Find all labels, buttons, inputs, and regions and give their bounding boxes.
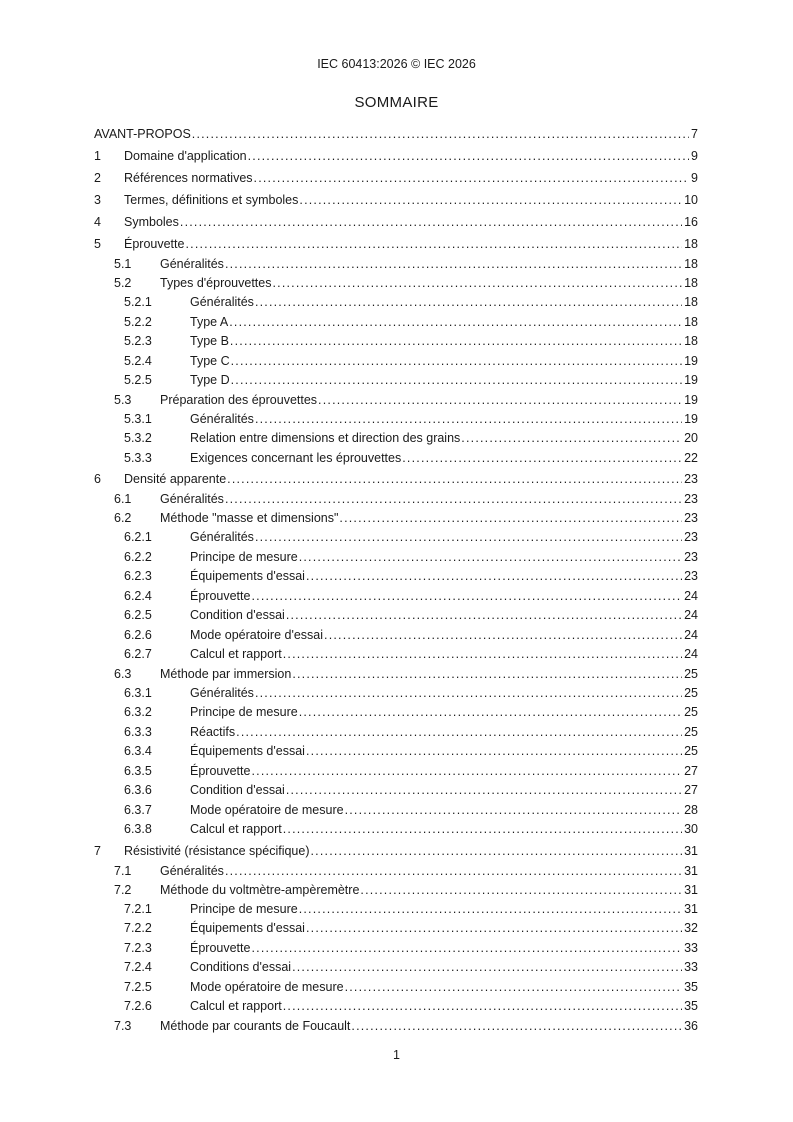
toc-leader-dots [345,803,683,818]
toc-leader-dots [299,705,682,720]
toc-entry-number: 6.1 [114,492,132,506]
toc-entry-page: 23 [684,530,698,544]
toc-entry-number: 1 [94,149,101,163]
toc-entry[interactable] [94,608,698,628]
toc-leader-dots [225,864,682,879]
toc-entry[interactable] [94,169,698,191]
toc-entry-number: 5.2.5 [124,373,152,387]
toc-leader-dots [231,354,682,369]
toc-entry-page: 18 [684,334,698,348]
toc-entry-label: Réactifs [190,724,236,739]
toc-leader-dots [254,171,690,186]
toc-entry-page: 23 [684,511,698,525]
toc-entry-label: Calcul et rapport [190,647,282,661]
toc-leader-dots [286,608,682,623]
toc-entry[interactable] [94,295,698,315]
toc-entry-label: Méthode "masse et dimensions" [160,511,339,525]
toc-entry-label: Symboles [124,215,179,229]
toc-entry[interactable] [94,393,698,412]
toc-entry-label: Mode opératoire de mesure [190,979,344,994]
toc-entry-number: 6.3.6 [124,783,152,797]
toc-entry-number: 5.2.2 [124,314,152,329]
toc-entry-page: 24 [684,588,698,603]
toc-entry-number: 7.2.6 [124,999,152,1013]
toc-entry[interactable] [94,686,698,706]
toc-entry-number: 6.2 [114,511,132,525]
toc-leader-dots [283,647,682,662]
toc-leader-dots [345,980,683,995]
toc-leader-dots [292,960,682,975]
toc-entry-label: Mode opératoire d'essai [190,627,324,642]
toc-entry-label: Calcul et rapport [190,999,282,1013]
table-of-contents [94,125,698,1038]
toc-entry-label: Équipements d'essai [190,569,305,583]
toc-entry-page: 19 [684,411,698,426]
toc-entry-page: 24 [684,627,698,642]
toc-entry-number: 6.3.8 [124,822,152,836]
toc-entry-page: 33 [684,960,698,974]
toc-entry-label: Condition d'essai [190,608,285,622]
toc-entry-label: Relation entre dimensions et direction des grains [190,431,461,445]
toc-entry-page: 31 [684,901,698,916]
toc-entry-page: 25 [684,724,698,739]
toc-entry-label: Équipements d'essai [190,744,305,758]
toc-entry-label: Type D [190,373,230,387]
toc-entry-label: Condition d'essai [190,783,285,797]
toc-entry[interactable] [94,803,698,823]
toc-entry-number: 6.2.6 [124,627,152,642]
toc-entry[interactable] [94,235,698,257]
toc-entry[interactable] [94,451,698,471]
toc-entry-label: Généralités [190,530,254,544]
toc-entry[interactable] [94,628,698,648]
toc-entry[interactable] [94,960,698,980]
toc-entry[interactable] [94,883,698,902]
toc-entry-page: 18 [684,276,698,290]
toc-entry-number: 7.3 [114,1018,132,1033]
toc-leader-dots [283,999,682,1014]
toc-entry-label: Généralités [190,411,254,426]
toc-leader-dots [351,1019,682,1034]
toc-entry-page: 22 [684,450,698,465]
toc-entry[interactable] [94,147,698,169]
toc-entry-number: 7 [94,843,101,858]
toc-entry-number: 3 [94,193,101,207]
toc-entry-page: 19 [684,392,698,407]
toc-entry[interactable] [94,647,698,667]
toc-entry-page: 25 [684,666,698,681]
toc-entry-number: 4 [94,215,101,229]
toc-entry[interactable] [94,125,698,147]
toc-entry-label: Généralités [160,863,224,878]
toc-entry-label: Type C [190,353,230,368]
toc-entry-number: 6.2.7 [124,647,152,661]
toc-entry[interactable] [94,569,698,589]
toc-entry-page: 23 [684,492,698,506]
toc-leader-dots [299,902,682,917]
toc-leader-dots [306,921,682,936]
toc-entry-number: 6.2.3 [124,569,152,583]
toc-leader-dots [185,237,682,252]
toc-entry-page: 36 [684,1018,698,1033]
toc-leader-dots [299,193,682,208]
toc-entry-page: 31 [684,863,698,878]
toc-leader-dots [255,412,682,427]
toc-entry-page: 25 [684,744,698,758]
toc-entry[interactable] [94,783,698,803]
toc-entry-number: 7.2 [114,882,132,897]
toc-entry-number: 6.3.3 [124,724,152,739]
toc-entry-page: 23 [684,549,698,564]
toc-entry-label: Méthode par courants de Foucault [160,1018,351,1033]
toc-entry-page: 27 [684,783,698,797]
toc-leader-dots [225,492,682,507]
toc-entry-page: 18 [684,314,698,329]
toc-leader-dots [306,744,682,759]
toc-entry[interactable] [94,257,698,276]
toc-entry-page: 25 [684,685,698,700]
toc-entry-page: 28 [684,802,698,817]
toc-leader-dots [286,783,682,798]
toc-leader-dots [192,127,689,142]
toc-entry[interactable] [94,902,698,922]
toc-entry[interactable] [94,764,698,784]
toc-entry-label: Préparation des éprouvettes [160,392,318,407]
toc-entry-number: 6.2.1 [124,530,152,544]
toc-entry-page: 7 [691,127,698,141]
toc-entry-page: 25 [684,705,698,719]
toc-leader-dots [230,334,682,349]
toc-entry[interactable] [94,530,698,550]
toc-entry-label: Principe de mesure [190,549,298,564]
toc-entry-number: 6.2.4 [124,588,152,603]
toc-entry-number: 5.2.1 [124,295,152,309]
toc-entry-label: AVANT-PROPOS [94,127,191,141]
page-title: SOMMAIRE [354,94,439,111]
toc-leader-dots [255,530,682,545]
page-header: IEC 60413:2026 © IEC 2026 [317,57,476,71]
toc-entry-page: 18 [684,295,698,309]
toc-entry-number: 7.2.3 [124,940,152,955]
toc-entry-number: 5.2 [114,276,132,290]
toc-entry-number: 7.2.4 [124,960,152,974]
toc-entry[interactable] [94,864,698,883]
toc-entry-label: Types d'éprouvettes [160,276,272,290]
toc-entry-label: Éprouvette [124,237,185,251]
toc-entry[interactable] [94,589,698,609]
toc-leader-dots [283,822,682,837]
toc-entry-label: Généralités [190,685,254,700]
toc-entry-number: 6.2.5 [124,608,152,622]
toc-entry-label: Équipements d'essai [190,921,305,935]
toc-leader-dots [461,431,682,446]
toc-leader-dots [231,373,682,388]
page-number: 1 [393,1048,400,1062]
toc-entry-number: 5.3.3 [124,450,152,465]
toc-entry-label: Éprouvette [190,940,251,955]
toc-entry-label: Résistivité (résistance spécifique) [124,843,310,858]
toc-entry-label: Éprouvette [190,588,251,603]
toc-leader-dots [255,295,682,310]
toc-entry-label: Principe de mesure [190,705,298,719]
toc-entry-number: 5.3.1 [124,411,152,426]
toc-entry-number: 7.1 [114,863,132,878]
toc-entry-number: 7.2.1 [124,901,152,916]
toc-leader-dots [324,628,682,643]
toc-leader-dots [236,725,682,740]
toc-entry[interactable] [94,980,698,1000]
toc-entry[interactable] [94,822,698,842]
toc-entry-page: 31 [684,843,698,858]
toc-entry-page: 35 [684,999,698,1013]
toc-leader-dots [292,667,682,682]
toc-entry-number: 2 [94,171,101,185]
toc-entry-number: 6.3 [114,666,132,681]
toc-entry-page: 24 [684,647,698,661]
toc-entry-page: 27 [684,763,698,778]
toc-entry[interactable] [94,1019,698,1038]
toc-entry-page: 9 [691,171,698,185]
toc-entry-number: 6.2.2 [124,549,152,564]
toc-entry-number: 5.1 [114,257,132,271]
toc-leader-dots [251,764,682,779]
toc-entry-label: Généralités [190,295,254,309]
toc-entry-page: 19 [684,373,698,387]
toc-leader-dots [225,257,682,272]
toc-entry[interactable] [94,470,698,492]
toc-entry-page: 18 [684,257,698,271]
toc-entry-number: 5 [94,237,101,251]
toc-leader-dots [229,315,682,330]
toc-entry-page: 33 [684,940,698,955]
toc-entry-number: 6.3.4 [124,744,152,758]
toc-entry[interactable] [94,550,698,570]
toc-entry[interactable] [94,511,698,530]
toc-leader-dots [318,393,682,408]
toc-entry-page: 24 [684,608,698,622]
toc-entry-number: 6.3.1 [124,685,152,700]
toc-entry-number: 6.3.2 [124,705,152,719]
toc-entry-label: Domaine d'application [124,149,247,163]
toc-entry-page: 18 [684,237,698,251]
toc-entry[interactable] [94,921,698,941]
toc-entry-page: 32 [684,921,698,935]
toc-entry-page: 23 [684,472,698,486]
toc-entry[interactable] [94,999,698,1019]
toc-entry[interactable] [94,412,698,432]
toc-entry-number: 5.3 [114,392,132,407]
toc-leader-dots [360,883,682,898]
toc-entry[interactable] [94,373,698,393]
toc-entry[interactable] [94,213,698,235]
toc-entry-label: Type B [190,334,229,348]
toc-leader-dots [251,589,682,604]
toc-entry[interactable] [94,842,698,864]
toc-entry-page: 30 [684,822,698,836]
toc-entry[interactable] [94,744,698,764]
toc-entry[interactable] [94,431,698,451]
toc-entry-page: 16 [684,215,698,229]
toc-entry[interactable] [94,334,698,354]
toc-entry[interactable] [94,667,698,686]
toc-leader-dots [339,511,682,526]
toc-entry-label: Conditions d'essai [190,960,292,974]
toc-entry-label: Mode opératoire de mesure [190,802,344,817]
toc-entry[interactable] [94,315,698,335]
toc-entry-label: Généralités [160,257,224,271]
toc-entry-label: Références normatives [124,171,253,185]
toc-entry-number: 5.3.2 [124,431,152,445]
toc-entry[interactable] [94,941,698,961]
toc-entry-label: Termes, définitions et symboles [124,193,299,207]
toc-entry-number: 5.2.4 [124,353,152,368]
toc-entry[interactable] [94,191,698,213]
toc-entry-label: Calcul et rapport [190,822,282,836]
toc-entry-label: Méthode du voltmètre-ampèremètre [160,882,360,897]
toc-entry-page: 10 [684,193,698,207]
toc-entry[interactable] [94,705,698,725]
toc-leader-dots [180,215,682,230]
toc-entry-number: 6 [94,472,101,486]
toc-entry-label: Méthode par immersion [160,666,292,681]
toc-entry-number: 5.2.3 [124,334,152,348]
toc-leader-dots [248,149,689,164]
toc-entry-label: Densité apparente [124,472,227,486]
toc-entry-number: 7.2.5 [124,979,152,994]
toc-entry-page: 9 [691,149,698,163]
toc-leader-dots [299,550,682,565]
toc-entry-page: 19 [684,353,698,368]
toc-entry-number: 6.3.7 [124,802,152,817]
toc-entry[interactable] [94,276,698,295]
toc-leader-dots [402,451,682,466]
toc-entry[interactable] [94,354,698,374]
toc-leader-dots [311,844,683,859]
toc-entry-page: 20 [684,431,698,445]
toc-entry-label: Exigences concernant les éprouvettes [190,450,402,465]
toc-entry-label: Principe de mesure [190,901,298,916]
toc-leader-dots [255,686,682,701]
toc-entry[interactable] [94,725,698,745]
toc-leader-dots [306,569,682,584]
toc-entry-number: 7.2.2 [124,921,152,935]
toc-entry-page: 31 [684,882,698,897]
toc-leader-dots [251,941,682,956]
toc-entry-page: 23 [684,569,698,583]
toc-entry-page: 35 [684,979,698,994]
toc-leader-dots [227,472,682,487]
toc-entry[interactable] [94,492,698,511]
toc-entry-label: Généralités [160,492,224,506]
toc-leader-dots [272,276,682,291]
toc-entry-number: 6.3.5 [124,763,152,778]
toc-entry-label: Type A [190,314,229,329]
toc-entry-label: Éprouvette [190,763,251,778]
